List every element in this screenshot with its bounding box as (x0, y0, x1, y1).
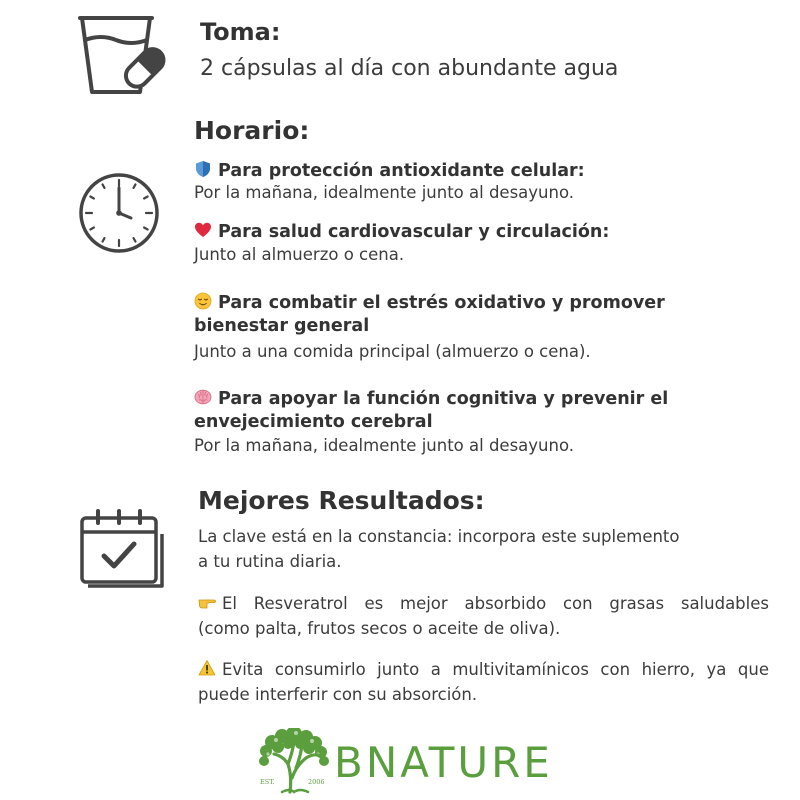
horario-item-4-heading (194, 388, 674, 434)
glass-capsule-icon (76, 14, 174, 96)
toma-text: 2 cápsulas al día con abundante agua (200, 56, 619, 81)
pointing-hand-icon (198, 593, 216, 611)
horario-item-1-text: Por la mañana, idealmente junto al desayuno. (194, 183, 574, 202)
toma-title: Toma: (200, 18, 281, 46)
resultados-tip-2-line-2: puede interferir con su absorción. (198, 685, 478, 704)
horario-item-1-heading (194, 160, 585, 183)
horario-item-3-heading-text: Para combatir el estrés oxidativo y promover (218, 293, 665, 313)
brand-name: BNATURE (334, 738, 553, 787)
horario-item-1-heading-text: Para protección antioxidante celular: (218, 161, 585, 181)
horario-item-3-heading (194, 292, 674, 338)
resultados-tip-2-line-1: Evita consumirlo junto a multivitamínicos con hierro, ya que (222, 660, 769, 679)
clock-icon (78, 172, 160, 254)
horario-item-3-heading-text-2: bienestar general (194, 316, 370, 336)
horario-item-4-heading-text-2: envejecimiento cerebral (194, 412, 433, 432)
resultados-line-2: a tu rutina diaria. (198, 552, 342, 571)
brain-icon (194, 388, 212, 406)
relieved-face-icon (194, 292, 212, 310)
horario-item-4-heading-text: Para apoyar la función cognitiva y prevenir el (218, 389, 669, 409)
horario-title: Horario: (194, 116, 310, 145)
resultados-tip-1-line-1: El Resveratrol es mejor absorbido con grasas saludables (222, 594, 769, 613)
brand-year: 2006 (308, 778, 325, 786)
resultados-line-1: La clave está en la constancia: incorpora este suplemento (198, 527, 680, 546)
horario-item-2-heading (194, 221, 609, 244)
shield-icon (194, 160, 212, 178)
resultados-title: Mejores Resultados: (198, 486, 485, 515)
brand-logo (252, 728, 552, 796)
horario-item-2-heading-text: Para salud cardiovascular y circulación: (218, 222, 610, 242)
heart-icon (194, 221, 212, 239)
horario-item-2-text: Junto al almuerzo o cena. (194, 245, 405, 264)
brand-est: EST. (260, 778, 275, 786)
horario-item-4-text: Por la mañana, idealmente junto al desayuno. (194, 436, 574, 455)
resultados-tip-2 (198, 657, 769, 707)
warning-icon (198, 659, 216, 677)
horario-item-3-text: Junto a una comida principal (almuerzo o cena). (194, 342, 591, 361)
resultados-tip-1 (198, 591, 769, 641)
resultados-tip-1-line-2: (como palta, frutos secos o aceite de oliva). (198, 619, 561, 638)
calendar-check-icon (78, 508, 170, 592)
